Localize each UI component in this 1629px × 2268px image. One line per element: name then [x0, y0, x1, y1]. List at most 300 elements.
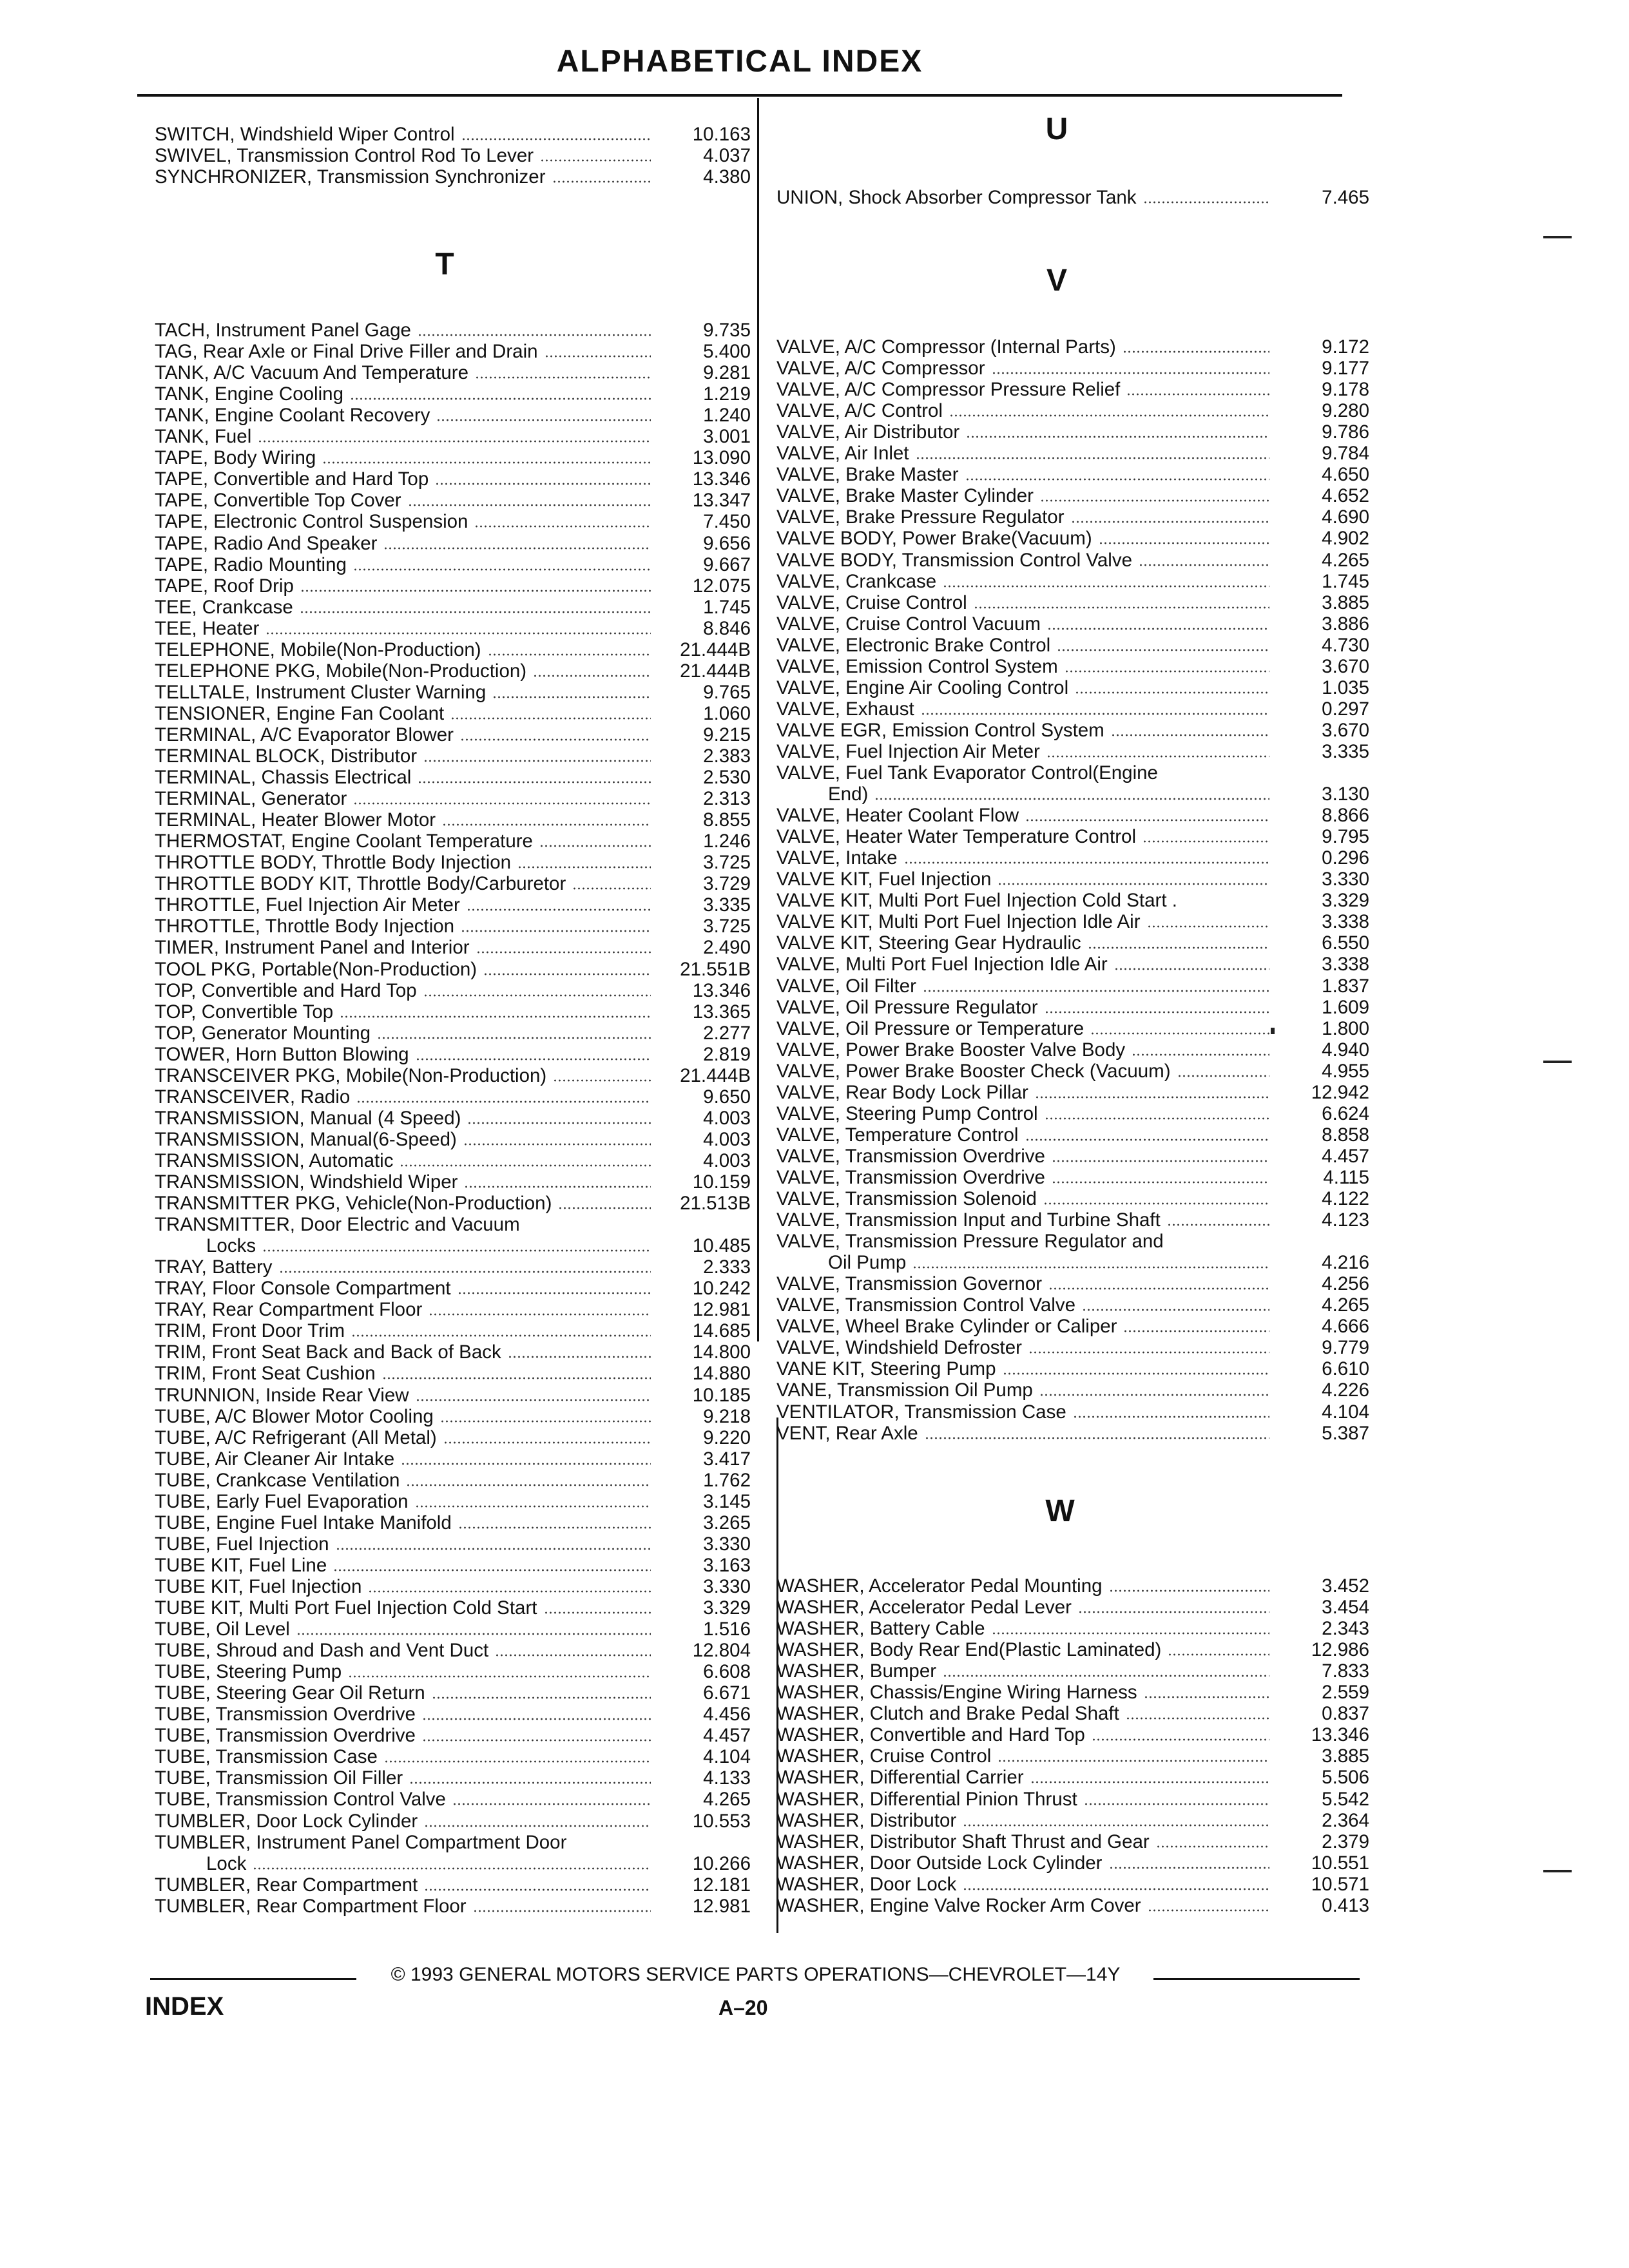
entry-page: 2.819 — [703, 1043, 751, 1065]
entry-name: TERMINAL, A/C Evaporator Blower — [155, 724, 454, 745]
index-entry — [776, 1188, 1369, 1209]
entry-page: 4.133 — [703, 1767, 751, 1789]
leader-dots — [262, 1249, 651, 1252]
entry-name: TEE, Crankcase — [155, 596, 293, 618]
entry-page: 0.413 — [1322, 1894, 1369, 1916]
index-entry — [155, 426, 751, 447]
leader-dots — [1111, 734, 1269, 736]
entry-page: 6.624 — [1322, 1102, 1369, 1124]
index-entry — [155, 852, 751, 873]
entry-name: TUBE, Transmission Overdrive — [155, 1704, 416, 1725]
entry-page: 3.163 — [703, 1554, 751, 1576]
index-entry — [155, 831, 751, 852]
index-entry — [155, 1023, 751, 1044]
entry-name: TRANSMISSION, Windshield Wiper — [155, 1171, 458, 1193]
entry-name: VALVE, Air Distributor — [776, 421, 960, 443]
entry-name: VALVE, Engine Air Cooling Control — [776, 677, 1069, 698]
leader-dots — [461, 138, 651, 140]
index-entry — [155, 1533, 751, 1555]
entry-name: WASHER, Accelerator Pedal Lever — [776, 1597, 1072, 1619]
entry-name: VALVE, Heater Water Temperature Control — [776, 826, 1137, 848]
entry-name: VALVE, Electronic Brake Control — [776, 634, 1051, 656]
leader-dots — [1003, 1372, 1269, 1375]
entry-page: 10.485 — [692, 1235, 751, 1257]
leader-dots — [340, 1015, 651, 1018]
entry-page: 10.553 — [692, 1810, 751, 1832]
entry-name: VALVE, Oil Pressure or Temperature — [776, 1017, 1084, 1039]
entry-page: 4.265 — [703, 1789, 751, 1811]
entry-page: 3.329 — [703, 1597, 751, 1619]
index-entry — [776, 1103, 1369, 1124]
index-entry — [155, 1044, 751, 1065]
entry-name: TRAY, Rear Compartment Floor — [155, 1299, 423, 1321]
entry-name: VALVE, Rear Body Lock Pillar — [776, 1081, 1028, 1103]
entry-name: SWITCH, Windshield Wiper Control — [155, 124, 455, 145]
entry-name: TAPE, Convertible Top Cover — [155, 490, 401, 512]
leader-dots — [435, 483, 651, 485]
index-entry — [155, 145, 751, 166]
leader-dots — [422, 1739, 651, 1742]
entry-name: TAPE, Convertible and Hard Top — [155, 468, 429, 490]
index-entry — [776, 932, 1369, 954]
index-entry — [155, 1235, 751, 1256]
entry-page: 6.671 — [703, 1682, 751, 1704]
index-entry — [776, 1660, 1369, 1682]
entry-page: 4.940 — [1322, 1039, 1369, 1061]
leader-dots — [443, 1441, 651, 1444]
entry-name: TUMBLER, Rear Compartment Floor — [155, 1895, 467, 1917]
index-entry — [155, 1129, 751, 1150]
entry-name: TOOL PKG, Portable(Non-Production) — [155, 958, 477, 980]
entry-page: 3.454 — [1322, 1597, 1369, 1619]
entry-page: 3.130 — [1322, 783, 1369, 805]
entry-name: VENTILATOR, Transmission Case — [776, 1401, 1066, 1423]
leader-dots — [921, 713, 1269, 715]
entry-name: WASHER, Differential Carrier — [776, 1767, 1024, 1789]
entry-page: 2.559 — [1322, 1682, 1369, 1704]
leader-dots — [440, 1420, 651, 1423]
entry-page: 0.837 — [1322, 1703, 1369, 1725]
index-entry — [776, 1852, 1369, 1874]
leader-dots — [333, 1569, 651, 1571]
entry-page: 21.444B — [680, 1064, 751, 1086]
entry-page: 9.280 — [1322, 400, 1369, 422]
index-entry — [776, 783, 1369, 805]
entry-page: 4.123 — [1322, 1209, 1369, 1231]
entry-page: 4.265 — [1322, 1294, 1369, 1316]
index-entry — [776, 1146, 1369, 1167]
index-entry — [776, 613, 1369, 635]
leader-dots — [1148, 1909, 1269, 1912]
leader-dots — [368, 1590, 651, 1593]
index-entry — [155, 533, 751, 554]
entry-page: 10.551 — [1311, 1852, 1369, 1874]
entry-name: THERMOSTAT, Engine Coolant Temperature — [155, 831, 533, 852]
index-entry — [155, 511, 751, 532]
entry-name: VALVE, Brake Pressure Regulator — [776, 506, 1065, 528]
leader-dots — [350, 398, 651, 400]
entry-page: 5.387 — [1322, 1422, 1369, 1444]
leader-dots — [539, 845, 651, 847]
index-entry — [776, 1831, 1369, 1852]
leader-dots — [418, 334, 651, 336]
leader-dots — [279, 1271, 651, 1273]
leader-dots — [429, 1313, 651, 1316]
leader-dots — [1071, 521, 1269, 523]
leader-dots — [450, 717, 651, 720]
entry-name: TOP, Convertible and Hard Top — [155, 979, 417, 1001]
entry-name: VALVE, Oil Pressure Regulator — [776, 996, 1038, 1018]
entry-name: VALVE, Air Inlet — [776, 443, 909, 465]
index-entry — [776, 443, 1369, 464]
leader-dots — [296, 1633, 651, 1635]
entry-page: 3.330 — [1322, 869, 1369, 890]
entry-name: TEE, Heater — [155, 617, 260, 639]
index-entry — [776, 358, 1369, 379]
entry-name: TUBE, Engine Fuel Intake Manifold — [155, 1512, 452, 1533]
entry-page: 3.335 — [1322, 740, 1369, 762]
entry-page: 12.986 — [1311, 1639, 1369, 1661]
entry-name: TAPE, Roof Drip — [155, 575, 294, 597]
leader-dots — [1048, 1287, 1269, 1290]
leader-dots — [383, 547, 651, 550]
leader-dots — [423, 994, 651, 997]
entry-name: VALVE, Cruise Control — [776, 591, 967, 613]
entry-name: VALVE, A/C Control — [776, 400, 943, 422]
index-entry — [155, 1491, 751, 1512]
index-entry — [155, 703, 751, 724]
entry-page: 6.550 — [1322, 932, 1369, 954]
entry-page: 5.506 — [1322, 1767, 1369, 1789]
entry-page: 10.266 — [692, 1852, 751, 1874]
entry-page: 9.218 — [703, 1405, 751, 1427]
leader-dots — [1028, 1351, 1269, 1354]
entry-page: 13.365 — [692, 1001, 751, 1023]
entry-page: 5.542 — [1322, 1788, 1369, 1810]
leader-dots — [558, 1207, 651, 1209]
entry-name: TAPE, Radio And Speaker — [155, 532, 378, 554]
entry-name: VALVE, Fuel Injection Air Meter — [776, 740, 1040, 762]
entry-name: TUBE KIT, Fuel Injection — [155, 1575, 362, 1597]
entry-name: TUBE, Crankcase Ventilation — [155, 1469, 400, 1491]
index-entry — [155, 597, 751, 618]
entry-page: 3.338 — [1322, 911, 1369, 933]
entry-name: TRANSCEIVER, Radio — [155, 1086, 351, 1108]
entry-page: 2.343 — [1322, 1618, 1369, 1640]
entry-page: 9.779 — [1322, 1337, 1369, 1359]
leader-dots — [424, 1825, 651, 1827]
entry-name: UNION, Shock Absorber Compressor Tank — [776, 187, 1137, 208]
index-entry — [155, 1299, 751, 1320]
entry-page: 4.104 — [1322, 1401, 1369, 1423]
leader-dots — [1147, 925, 1269, 928]
footer-rule-left — [150, 1978, 356, 1980]
index-entry — [155, 809, 751, 831]
leader-dots — [1043, 1202, 1269, 1205]
entry-page: 9.650 — [703, 1086, 751, 1108]
index-entry — [155, 980, 751, 1001]
index-entry — [155, 1576, 751, 1597]
entry-name: TUMBLER, Instrument Panel Compartment Door — [155, 1831, 567, 1853]
index-entry — [776, 1124, 1369, 1146]
index-entry — [155, 1385, 751, 1406]
entry-name: TUBE, Transmission Control Valve — [155, 1789, 446, 1811]
entry-page: 12.075 — [692, 575, 751, 597]
index-entry — [155, 320, 751, 341]
entry-name: VALVE BODY, Power Brake(Vacuum) — [776, 528, 1092, 550]
index-entry — [776, 635, 1369, 656]
index-entry — [776, 1597, 1369, 1618]
leader-dots — [1039, 1394, 1269, 1396]
entry-page: 4.003 — [703, 1149, 751, 1171]
entry-name: TUBE, Transmission Overdrive — [155, 1725, 416, 1747]
index-entry — [155, 1001, 751, 1023]
index-entry — [155, 1640, 751, 1661]
index-entry — [155, 575, 751, 597]
leader-dots — [488, 653, 651, 656]
leader-dots — [1046, 755, 1269, 758]
leader-dots — [452, 1803, 651, 1805]
leader-dots — [1030, 1781, 1269, 1783]
index-entry — [776, 869, 1369, 890]
entry-page: 3.885 — [1322, 1745, 1369, 1767]
margin-mark — [1543, 1870, 1572, 1872]
index-entry — [776, 975, 1369, 997]
entry-page: 0.296 — [1322, 847, 1369, 869]
index-entry — [155, 1746, 751, 1767]
index-entry — [776, 1167, 1369, 1188]
index-entry — [155, 1725, 751, 1746]
leader-dots — [300, 590, 651, 592]
entry-name: VALVE, Temperature Control — [776, 1124, 1019, 1146]
entry-page: 3.335 — [703, 894, 751, 916]
leader-dots — [1052, 1160, 1269, 1162]
entry-name: VANE, Transmission Oil Pump — [776, 1379, 1033, 1401]
entry-page: 2.333 — [703, 1256, 751, 1278]
leader-dots — [422, 1718, 651, 1720]
entry-page: 9.281 — [703, 362, 751, 384]
entry-name: TELLTALE, Instrument Cluster Warning — [155, 681, 487, 703]
index-entry — [155, 745, 751, 767]
speck-mark — [1271, 1028, 1275, 1034]
leader-dots — [409, 1782, 651, 1784]
entry-page: 8.858 — [1322, 1124, 1369, 1146]
entry-name: TUBE, A/C Refrigerant (All Metal) — [155, 1427, 437, 1448]
leader-dots — [552, 180, 651, 183]
entry-page: 10.163 — [692, 124, 751, 145]
leader-dots — [545, 355, 651, 358]
index-entry — [776, 506, 1369, 528]
leader-dots — [401, 1463, 651, 1465]
entry-name: VALVE, Transmission Solenoid — [776, 1188, 1037, 1209]
entry-page: 13.346 — [692, 979, 751, 1001]
entry-name: Oil Pump — [828, 1252, 907, 1274]
leader-dots — [1047, 628, 1269, 630]
index-entry — [776, 677, 1369, 698]
entry-page: 12.804 — [692, 1640, 751, 1662]
entry-name: TOWER, Horn Button Blowing — [155, 1043, 409, 1065]
leader-dots — [1073, 1416, 1269, 1418]
entry-page: 1.837 — [1322, 975, 1369, 997]
index-entry — [776, 1316, 1369, 1337]
index-entry — [155, 1363, 751, 1384]
entry-page: 1.609 — [1322, 996, 1369, 1018]
entry-name: TUBE, Shroud and Dash and Vent Duct — [155, 1640, 489, 1662]
entry-page: 3.670 — [1322, 655, 1369, 677]
leader-dots — [1065, 670, 1269, 673]
index-entry — [776, 698, 1369, 720]
entry-name: THROTTLE BODY KIT, Throttle Body/Carburetor — [155, 873, 566, 895]
index-entry — [155, 1597, 751, 1619]
index-entry — [155, 788, 751, 809]
entry-page: 3.725 — [703, 852, 751, 874]
index-entry — [155, 767, 751, 788]
entry-page: 0.297 — [1322, 698, 1369, 720]
entry-name: TAPE, Electronic Control Suspension — [155, 511, 468, 533]
index-entry — [776, 550, 1369, 571]
entry-name: TUBE, Early Fuel Evaporation — [155, 1490, 409, 1512]
index-entry — [155, 1896, 751, 1917]
entry-name: TAPE, Body Wiring — [155, 447, 316, 469]
entry-page: 3.330 — [703, 1533, 751, 1555]
entry-name: TUBE, Fuel Injection — [155, 1533, 329, 1555]
leader-dots — [408, 504, 651, 506]
entry-page: 12.981 — [692, 1299, 751, 1321]
entry-page: 1.516 — [703, 1619, 751, 1640]
index-entry — [776, 1082, 1369, 1103]
leader-dots — [1167, 1224, 1269, 1226]
leader-dots — [553, 1079, 651, 1082]
entry-page: 4.690 — [1322, 506, 1369, 528]
leader-dots — [1109, 1590, 1269, 1592]
index-entry — [776, 571, 1369, 592]
index-entry — [155, 166, 751, 187]
entry-name: VALVE, Steering Pump Control — [776, 1102, 1038, 1124]
entry-name: TANK, Fuel — [155, 426, 252, 448]
index-entry — [776, 1745, 1369, 1767]
index-entry — [776, 656, 1369, 677]
index-entry — [776, 592, 1369, 613]
entry-name: TRANSMISSION, Automatic — [155, 1149, 394, 1171]
entry-name: VALVE, Oil Filter — [776, 975, 916, 997]
entry-page: 4.457 — [703, 1725, 751, 1747]
entry-name: WASHER, Door Lock — [776, 1873, 957, 1895]
entry-name: TRAY, Battery — [155, 1256, 273, 1278]
leader-dots — [1144, 1696, 1269, 1698]
index-entry — [155, 873, 751, 894]
index-entry — [155, 383, 751, 405]
entry-page: 5.400 — [703, 341, 751, 363]
index-entry — [155, 1086, 751, 1108]
index-entry — [155, 468, 751, 490]
entry-page: 21.513B — [680, 1193, 751, 1215]
index-entry — [155, 1832, 751, 1853]
entry-page: 4.037 — [703, 145, 751, 167]
entry-page: 4.380 — [703, 166, 751, 188]
leader-dots — [1040, 499, 1269, 502]
entry-name: VALVE, Exhaust — [776, 698, 914, 720]
index-entry — [776, 187, 1369, 208]
index-entry — [776, 1401, 1369, 1423]
footer-rule-right — [1153, 1978, 1360, 1980]
index-entry — [155, 682, 751, 703]
leader-dots — [1025, 819, 1269, 822]
entry-name: End) — [828, 783, 869, 805]
entry-name: VALVE, Transmission Overdrive — [776, 1166, 1045, 1188]
entry-page: 9.215 — [703, 724, 751, 745]
index-entry — [776, 1273, 1369, 1294]
leader-dots — [1084, 1803, 1269, 1805]
leader-dots — [916, 457, 1269, 459]
entry-page: 13.346 — [692, 468, 751, 490]
entry-name: VALVE, Crankcase — [776, 570, 937, 592]
index-entry — [155, 1767, 751, 1789]
entry-name: VALVE, Power Brake Booster Valve Body — [776, 1039, 1126, 1061]
leader-dots — [1114, 968, 1269, 970]
entry-page: 3.885 — [1322, 591, 1369, 613]
entry-page: 9.795 — [1322, 826, 1369, 848]
index-entry — [776, 826, 1369, 847]
leader-dots — [1075, 691, 1269, 694]
entry-name: TRIM, Front Seat Back and Back of Back — [155, 1341, 501, 1363]
leader-dots — [1035, 1096, 1269, 1099]
leader-dots — [992, 1632, 1269, 1635]
leader-dots — [432, 1696, 651, 1699]
index-entry — [776, 954, 1369, 975]
index-entry — [776, 1810, 1369, 1831]
leader-dots — [1143, 201, 1269, 204]
entry-page: 8.866 — [1322, 805, 1369, 827]
index-entry — [776, 1358, 1369, 1379]
leader-dots — [353, 802, 651, 805]
index-entry — [776, 464, 1369, 485]
entry-name: TIMER, Instrument Panel and Interior — [155, 937, 470, 959]
entry-name: WASHER, Engine Valve Rocker Arm Cover — [776, 1894, 1141, 1916]
entry-name: TRANSCEIVER PKG, Mobile(Non-Production) — [155, 1064, 547, 1086]
entry-page: 10.242 — [692, 1278, 751, 1300]
entry-page: 3.417 — [703, 1448, 751, 1470]
index-entry — [155, 639, 751, 660]
index-entry — [776, 1789, 1369, 1810]
leader-dots — [544, 1611, 651, 1614]
index-entry — [155, 1555, 751, 1576]
entry-page: 3.330 — [703, 1575, 751, 1597]
entry-name: VALVE, Windshield Defroster — [776, 1337, 1022, 1359]
index-entry — [155, 618, 751, 639]
entry-name: TACH, Instrument Panel Gage — [155, 320, 411, 341]
index-entry — [776, 1618, 1369, 1639]
index-entry — [776, 1575, 1369, 1597]
entry-name: VALVE, Brake Master Cylinder — [776, 485, 1034, 507]
entry-name: TRANSMITTER, Door Electric and Vacuum — [155, 1214, 520, 1236]
leader-dots — [904, 861, 1269, 864]
leader-dots — [1142, 840, 1269, 843]
index-entry — [776, 1231, 1369, 1252]
entry-name: THROTTLE BODY, Throttle Body Injection — [155, 852, 512, 874]
entry-page: 4.456 — [703, 1704, 751, 1725]
index-entry — [155, 1682, 751, 1704]
section-letter-w: W — [1045, 1494, 1075, 1528]
entry-page: 3.329 — [1322, 890, 1369, 912]
leader-dots — [1156, 1845, 1269, 1848]
leader-dots — [476, 951, 651, 954]
entry-page: 10.571 — [1311, 1873, 1369, 1895]
entry-page: 3.338 — [1322, 954, 1369, 975]
leader-dots — [925, 1437, 1269, 1439]
entry-page: 3.265 — [703, 1512, 751, 1533]
leader-dots — [943, 585, 1269, 588]
leader-dots — [406, 1484, 651, 1486]
